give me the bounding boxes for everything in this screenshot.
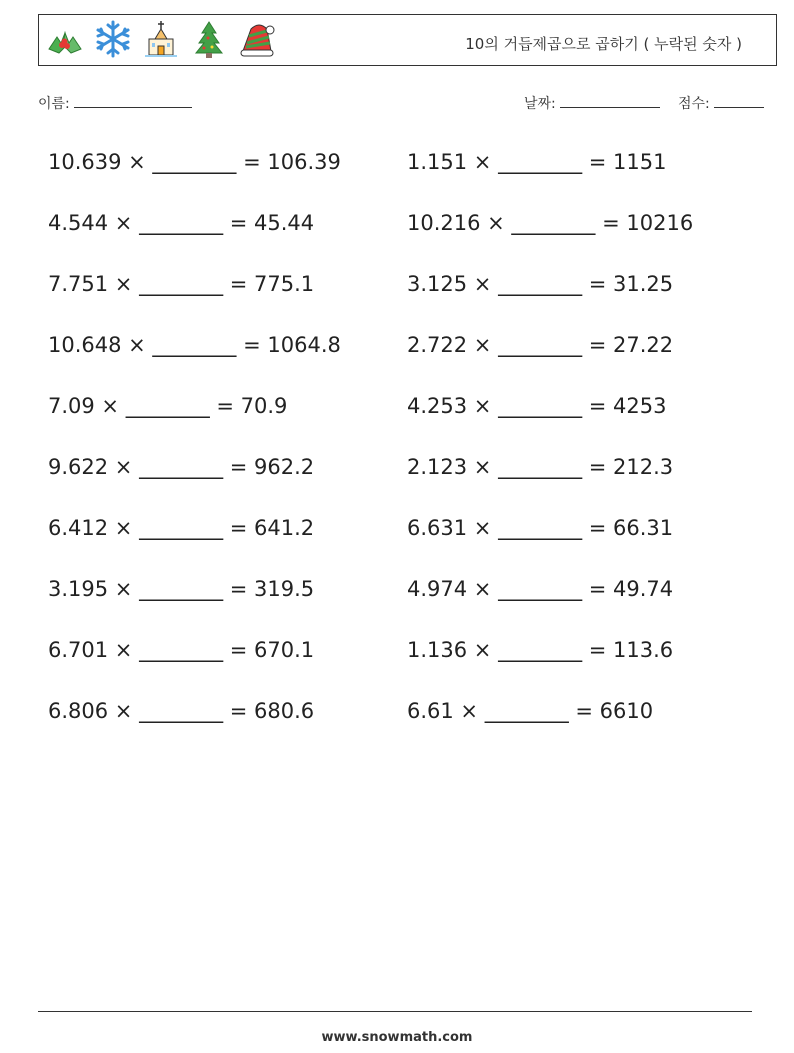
problem-left-10: 6.806 × ________ = 680.6 — [48, 699, 315, 723]
problem-left-6: 9.622 × ________ = 962.2 — [48, 455, 315, 479]
problem-right-1: 1.151 × ________ = 1151 — [407, 150, 667, 174]
name-blank — [74, 93, 192, 108]
problem-left-2: 4.544 × ________ = 45.44 — [48, 211, 315, 235]
problem-right-7: 6.631 × ________ = 66.31 — [407, 516, 674, 540]
problem-right-6: 2.123 × ________ = 212.3 — [407, 455, 674, 479]
problem-right-4: 2.722 × ________ = 27.22 — [407, 333, 674, 357]
problem-right-9: 1.136 × ________ = 113.6 — [407, 638, 674, 662]
problem-right-10: 6.61 × ________ = 6610 — [407, 699, 654, 723]
christmas-tree-icon — [189, 19, 229, 59]
problem-right-8: 4.974 × ________ = 49.74 — [407, 577, 674, 601]
problem-left-1: 10.639 × ________ = 106.39 — [48, 150, 341, 174]
snowflake-icon — [93, 19, 133, 59]
holly-icon — [45, 19, 85, 59]
problem-left-5: 7.09 × ________ = 70.9 — [48, 394, 288, 418]
santa-hat-icon — [237, 19, 277, 59]
problem-left-4: 10.648 × ________ = 1064.8 — [48, 333, 341, 357]
problem-left-8: 3.195 × ________ = 319.5 — [48, 577, 315, 601]
date-blank — [560, 93, 660, 108]
church-icon — [141, 19, 181, 59]
score-field — [678, 93, 764, 113]
name-label: 이름: — [38, 96, 70, 112]
problem-right-2: 10.216 × ________ = 10216 — [407, 211, 694, 235]
date-label: 날짜: — [524, 96, 556, 112]
icon-row — [45, 19, 277, 59]
problem-left-7: 6.412 × ________ = 641.2 — [48, 516, 315, 540]
worksheet-header — [38, 14, 777, 66]
footer-divider — [38, 1011, 752, 1012]
worksheet-title: 10의 거듭제곱으로 곱하기 ( 누락된 숫자 ) — [465, 35, 742, 53]
problem-left-3: 7.751 × ________ = 775.1 — [48, 272, 315, 296]
problem-left-9: 6.701 × ________ = 670.1 — [48, 638, 315, 662]
problem-right-3: 3.125 × ________ = 31.25 — [407, 272, 674, 296]
score-label: 점수: — [678, 96, 710, 112]
name-field — [38, 93, 192, 113]
footer-url: www.snowmath.com — [321, 1030, 473, 1045]
problem-right-5: 4.253 × ________ = 4253 — [407, 394, 667, 418]
date-field — [524, 93, 660, 113]
score-blank — [714, 93, 764, 108]
